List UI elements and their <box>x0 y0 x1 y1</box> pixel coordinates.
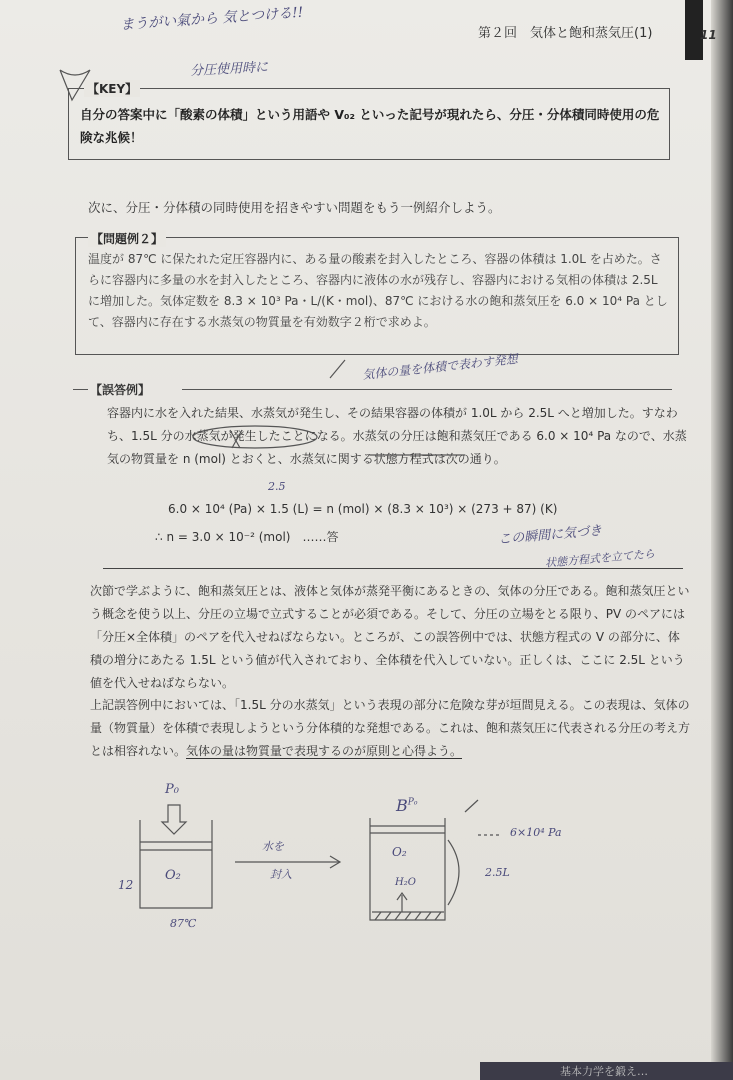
explanation-paragraph-1: 次節で学ぶように、飽和蒸気圧とは、液体と気体が蒸発平衡にあるときの、気体の分圧である。飽和蒸気圧という概念を使う以上、分圧の立場で立式することが必須である。そして、分圧の立場をとる限り、PV のペアには「分圧×全体積」のペアを代入せねばならない。ところが、この誤答例中では、状態方程式の V の部分に、体積の増分にあたる 1.5L という値が代入されており、全体積を代入していない。正しくは、ここに 2.5L という値を代入せねばならない。 <box>90 584 690 690</box>
diagram-label-p0: P₀ <box>165 782 179 797</box>
star-mark-icon <box>60 70 90 100</box>
bottom-next-page-text: 基本力学を鍛え… <box>560 1065 648 1078</box>
handwritten-side-note-1: この瞬間に気づき <box>497 523 603 548</box>
chapter-header: 第２回 気体と飽和蒸気圧(1) <box>478 26 653 41</box>
wrong-answer-text: 容器内に水を入れた結果、水蒸気が発生し、その結果容器の体積が 1.0L から 2.5L へと増加した。すなわち、1.5L 分の水蒸気が発生したことになる。水蒸気の分圧は飽和蒸気圧である 6.0 × 10⁴ Pa なので、水蒸気の物質量を n (mol) とおくと、水蒸気に関する状態方程式は次の通り。 <box>107 406 687 466</box>
diagram-label-o2-right: O₂ <box>392 845 407 859</box>
problem-text: 温度が 87℃ に保たれた定圧容器内に、ある量の酸素を封入したところ、容器の体積は 1.0L を占めた。さらに容器内に多量の水を封入したところ、容器内に液体の水が残存し、容器内における気相の体積は 2.5L に増加した。気体定数を 8.3 × 10³ Pa・L/(K・mol)、87℃ における水の飽和蒸気圧を 6.0 × 10⁴ Pa として、容器内に存在する水蒸気の物質量を有効数字２桁で求めよ。 <box>88 252 668 329</box>
diagram-label-b <box>396 796 417 815</box>
problem-label: 【問題例２】 <box>88 230 166 247</box>
circle-mark-1 <box>193 426 317 448</box>
handwritten-correction: 2.5 <box>268 480 286 493</box>
diagram-label-o2-left: O₂ <box>165 868 181 883</box>
diagram-label-volume: 12 <box>118 878 134 892</box>
key-label: 【KEY】 <box>84 80 140 97</box>
handwritten-side-note-2: 状態方程式を立てたら <box>544 547 656 570</box>
diagram-label-pressure: 6×10⁴ Pa <box>510 826 562 839</box>
handwritten-key-note: 分圧使用時に <box>189 59 269 80</box>
intro-sentence: 次に、分圧・分体積の同時使用を招きやすい問題をもう一例紹介しよう。 <box>88 200 501 215</box>
diagram-arrow-bottom: 封入 <box>270 868 292 881</box>
diagram-label-b-sup: P₀ <box>407 797 418 808</box>
diagram-arrow-top: 水を <box>262 840 284 853</box>
wrong-answer-label: 【誤答例】 <box>90 383 151 397</box>
equation-1: 6.0 × 10⁴ (Pa) × 1.5 (L) = n (mol) × (8.3 × 10³) × (273 + 87) (K) <box>168 502 558 516</box>
diagram-label-b-text: B <box>396 796 408 815</box>
equation-2: ∴ n = 3.0 × 10⁻² (mol) ……答 <box>155 530 339 544</box>
handwritten-mid-note: 気体の量を体積で表わす発想 <box>361 351 519 383</box>
handwritten-top-note: まうがい氣から 気とつける!! <box>119 4 304 34</box>
down-arrow-icon <box>162 805 186 834</box>
diagram-label-volume-right: 2.5L <box>485 866 510 879</box>
diagram-label-temp: 87℃ <box>170 917 197 930</box>
key-principle-underlined: 気体の量は物質量で表現するのが原則と心得よう。 <box>186 744 463 758</box>
page-number: 11 <box>700 28 717 42</box>
diagram-label-h2o: H₂O <box>395 877 416 888</box>
container-left <box>140 820 212 908</box>
key-text: 自分の答案中に「酸素の体積」という用語や V₀₂ といった記号が現れたら、分圧・分体積同時使用の危険な兆候！ <box>80 107 660 145</box>
explanation-paragraph-2-text: 上記誤答例中においては、「1.5L 分の水蒸気」という表現の部分に危険な芽が垣間見える。この表現は、気体の量（物質量）を体積で表現しようという分体積的な発想である。これは、飽和蒸気圧に代表される分圧の考え方とは相容れない。 <box>90 698 691 758</box>
